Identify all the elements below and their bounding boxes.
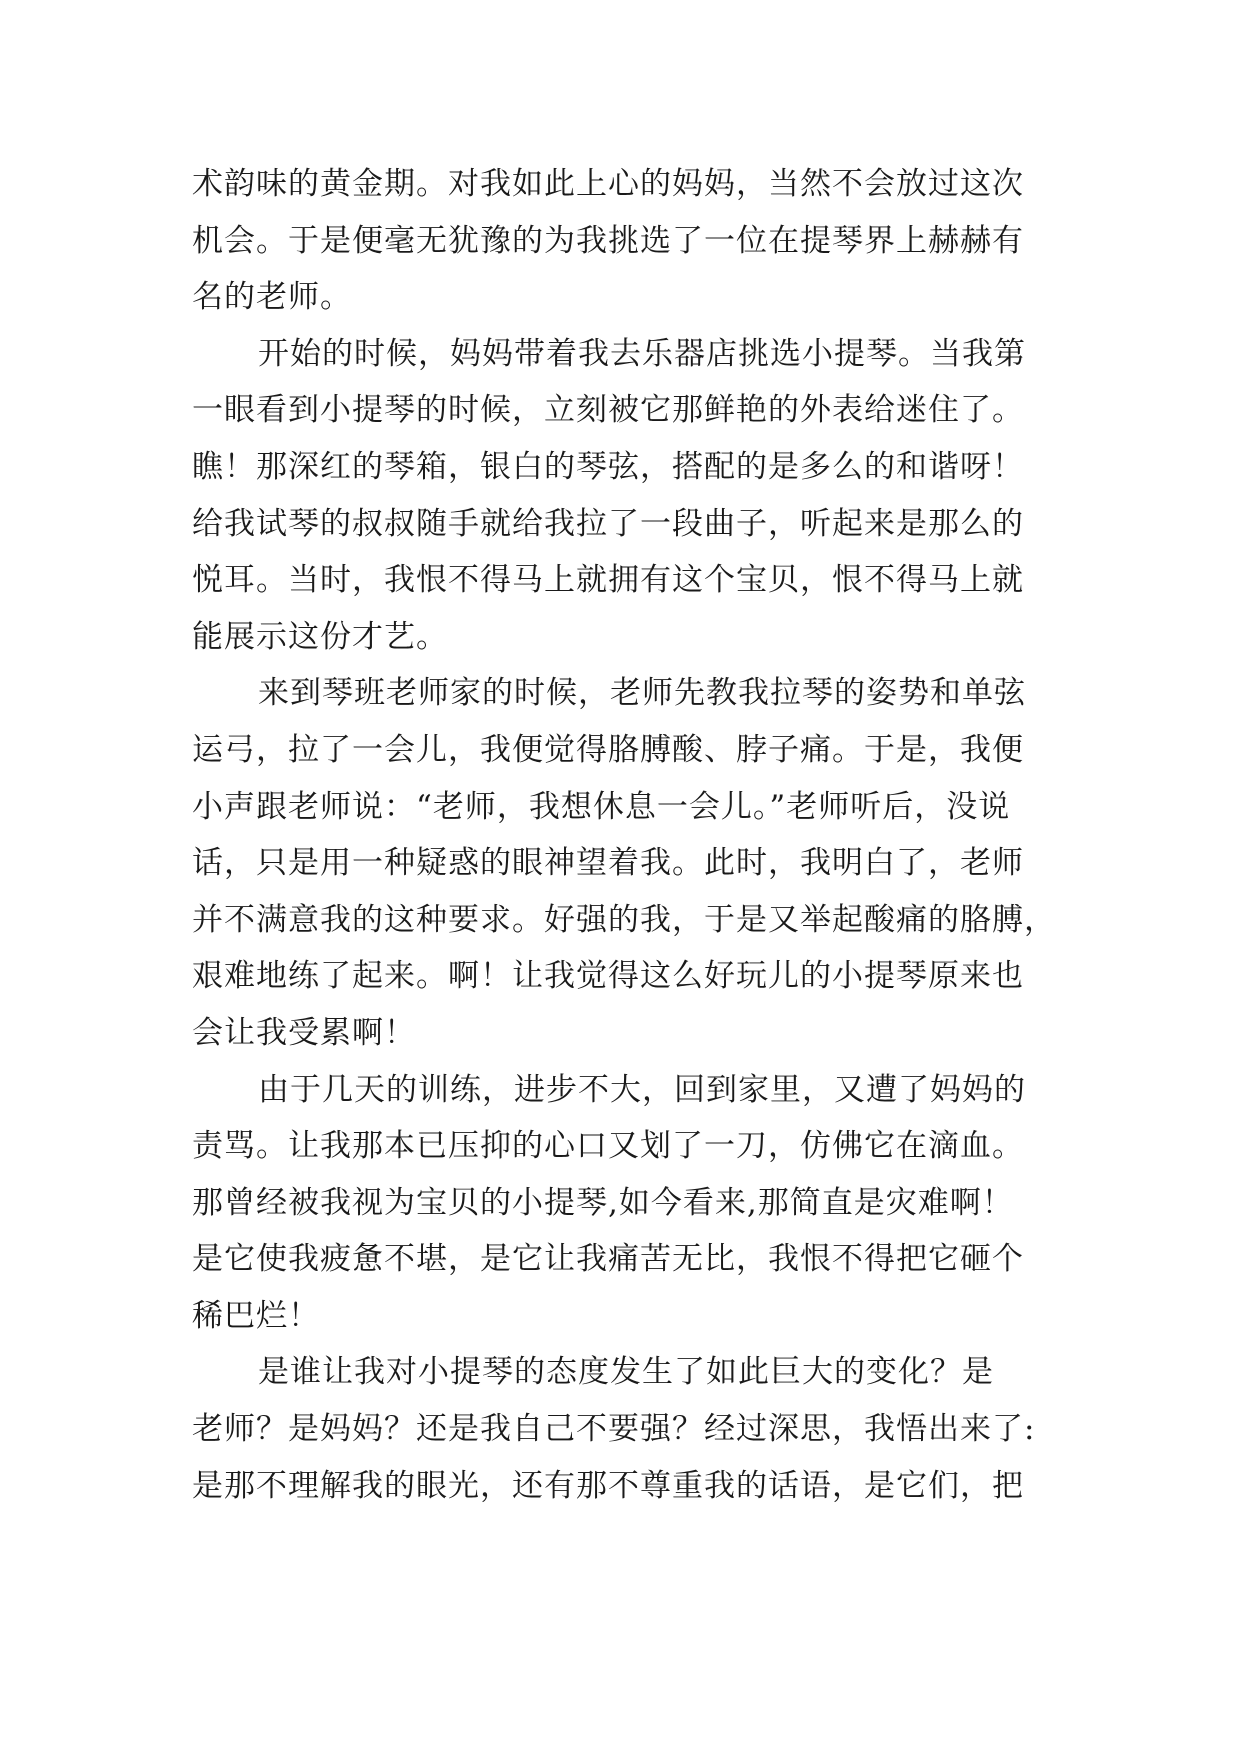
text-line: 名的老师。 (192, 279, 352, 316)
text-line: 话，只是用一种疑惑的眼神望着我。此时，我明白了，老师 (192, 845, 1024, 882)
body-text (192, 156, 1054, 1514)
text-line: 术韵味的黄金期。对我如此上心的妈妈，当然不会放过这次 (192, 166, 1024, 202)
text-line: 那曾经被我视为宝贝的小提琴,如今看来,那简直是灾难啊！ (192, 1184, 1014, 1221)
text-line: 稀巴烂！ (192, 1297, 320, 1334)
text-line: 是它使我疲惫不堪，是它让我痛苦无比，我恨不得把它砸个 (192, 1241, 1024, 1278)
text-line: 会让我受累啊！ (192, 1014, 416, 1051)
text-line: 能展示这份才艺。 (192, 618, 448, 655)
text-line: 一眼看到小提琴的时候，立刻被它那鲜艳的外表给迷住了。 (192, 392, 1024, 429)
text-line: 机会。于是便毫无犹豫的为我挑选了一位在提琴界上赫赫有 (192, 222, 1024, 259)
text-line: 来到琴班老师家的时候，老师先教我拉琴的姿势和单弦 (258, 675, 1026, 712)
text-line: 给我试琴的叔叔随手就给我拉了一段曲子，听起来是那么的 (192, 505, 1024, 542)
text-line: 运弓，拉了一会儿，我便觉得胳膊酸、脖子痛。于是，我便 (192, 731, 1024, 768)
text-line: 悦耳。当时，我恨不得马上就拥有这个宝贝，恨不得马上就 (192, 562, 1024, 599)
text-line: 责骂。让我那本已压抑的心口又划了一刀，仿佛它在滴血。 (192, 1128, 1024, 1165)
text-line: 老师？是妈妈？还是我自己不要强？经过深思，我悟出来了: (192, 1411, 1036, 1448)
text-line: 开始的时候，妈妈带着我去乐器店挑选小提琴。当我第 (258, 335, 1026, 372)
text-line: 并不满意我的这种要求。好强的我，于是又举起酸痛的胳膊， (192, 901, 1056, 938)
text-line: 小声跟老师说：“老师，我想休息一会儿。”老师听后，没说 (192, 788, 1011, 825)
text-line: 瞧！那深红的琴箱，银白的琴弦，搭配的是多么的和谐呀！ (192, 448, 1024, 485)
text-line: 艰难地练了起来。啊！让我觉得这么好玩儿的小提琴原来也 (192, 958, 1024, 995)
text-line: 是那不理解我的眼光，还有那不尊重我的话语，是它们，把 (192, 1467, 1024, 1504)
text-line: 由于几天的训练，进步不大，回到家里，又遭了妈妈的 (258, 1071, 1026, 1108)
text-line: 是谁让我对小提琴的态度发生了如此巨大的变化？是 (258, 1354, 994, 1391)
